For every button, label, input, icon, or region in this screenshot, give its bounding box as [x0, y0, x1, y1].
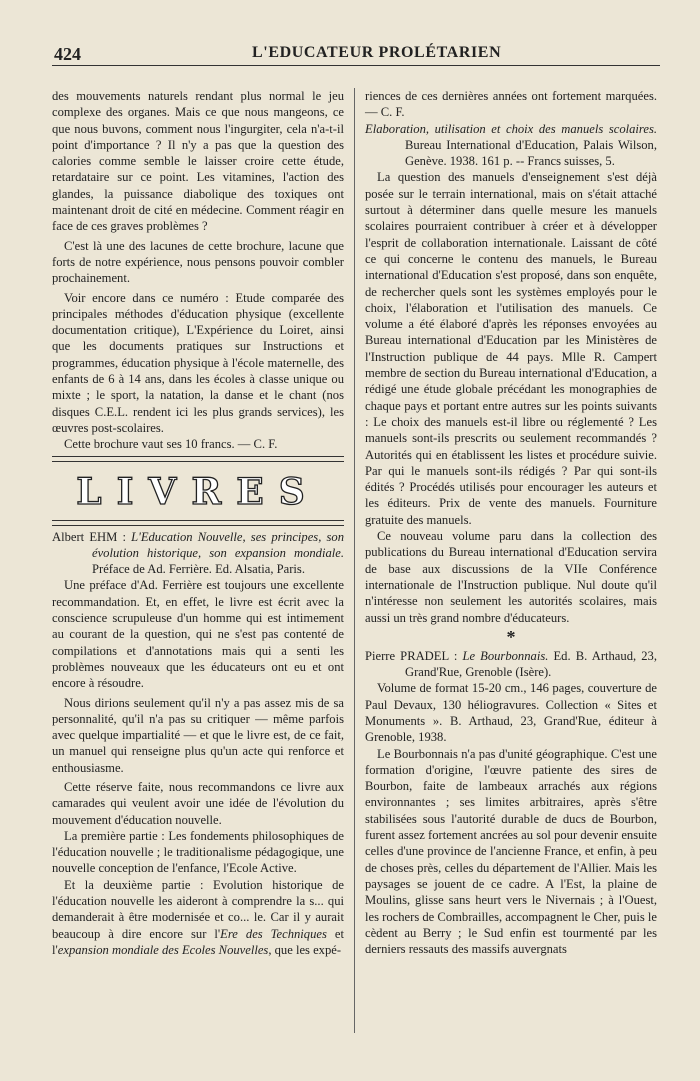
paragraph: La première partie : Les fondements philosophiques de l'éducation nouvelle ; le traditionalisme pédagogique, une nouvelle conception de l'enfance, l'Ecole Active. [52, 828, 344, 876]
book-entry [52, 529, 344, 578]
book-entry [365, 648, 657, 681]
paragraph: des mouvements naturels rendant plus normal le jeu complexe des organes. Mais ce que nous mangeons, ce que nous buvons, comment nous l'ingurgiter, cela n'a-t-il point d'importance ? Il n'y a pas que la question des calories comme semble le laisser croire cette étude, retardataire sur ce point. Les vitamines, l'action des glandes, la puissance diabolique des toxiques ont maintenant droit de cité en médecine. Comment réagir en face de ces graves problèmes ? [52, 89, 344, 234]
right-column [365, 88, 657, 957]
paragraph: Voir encore dans ce numéro : Etude comparée des principales méthodes d'éducation physique (excellente documentation critique), L'Expérience du Loiret, ainsi que les documents pratiques sur Instructions et programmes, éducation physique à l'école maternelle, des enfants de 6 à 14 ans, dans les écoles à classe unique ou mixte ; le sport, la natation, la danse et le chant (nos disques C.E.L. rendent ici les plus grands services), les œuvres post-scolaires. [52, 290, 344, 435]
paragraph: Cette réserve faite, nous recommandons ce livre aux camarades qui veulent avoir une idée de l'évolution du mouvement d'éducation nouvelle. [52, 779, 344, 827]
left-column [52, 88, 344, 958]
paragraph: Volume de format 15-20 cm., 146 pages, couverture de Paul Devaux, 130 héliogravures. Collection « Sites et Monuments ». B. Arthaud, 23, Grand'Rue, éditeur à Grenoble, 1938. [365, 681, 657, 745]
section-title: LIVRES [76, 470, 320, 513]
column-divider [354, 88, 355, 1033]
paragraph: Une préface d'Ad. Ferrière est toujours une excellente recommandation. Et, en effet, le livre est écrit avec la conscience scrupuleuse d'un homme qui est intimement au courant de la question, qui ne s'est pas contenté de compilations et d'annotations mais qui a senti les problèmes nouveaux que les éducateurs ont eu et ont encore à résoudre. [52, 578, 344, 691]
book-author: Albert EHM : [52, 529, 132, 544]
paragraph: Cette brochure vaut ses 10 francs. — C. F. [64, 437, 278, 452]
header-rule [52, 65, 660, 66]
page-header [52, 38, 660, 68]
paragraph: Ce nouveau volume paru dans la collection des publications du Bureau international d'Education servira de base aux discussions de la VIIe Conférence internationale de l'Instruction publique. Nul doute qu'il n'intéresse non seulement les autorités scolaires, mais aussi un très grand nombre d'éducateurs. [365, 529, 657, 625]
paragraph: La question des manuels d'enseignement s'est déjà posée sur le terrain international, mais on s'était attaché surtout à déterminer dans quelle mesure les manuels scolaires pourraient contribuer à créer et à développer l'esprit de collaboration internationale. Laissant de côté ce qui concerne le contenu des manuels, le Bureau international d'Education s'est proposé, dans son enquête, de rechercher quels sont les systèmes employés pour le choix, l'élaboration et l'utilisation des manuels. Ce volume a été élaboré d'après les réponses envoyées au Bureau international d'Education par les Ministères de l'Instruction publique de 44 pays. Mlle R. Campert membre de section du Bureau international d'Education, a rédigé une étude globale précédant les monographies de chaque pays et portant entre autres sur les points suivants : Le choix des manuels est-il libre ou réglementé ? Les manuels sont-ils prescrits ou seulement recommandés ? Autorités qui en établissent les listes et procédure suivie. Par qui le manuels sont-ils rédigés ? Par qui sont-ils édités ? Procédés utilisés pour encourager les auteurs et les éditeurs. Prix de vente des manuels. Fourniture gratuite des manuels. [365, 170, 657, 527]
running-title: L'EDUCATEUR PROLÉTARIEN [252, 44, 502, 61]
section-separator: * [506, 626, 516, 647]
book-title: Le Bourbonnais. [462, 648, 549, 663]
book-entry [365, 121, 657, 170]
book-details: Bureau International d'Education, Palais Wilson, Genève. 1938. 161 p. -- Francs suisses, 5. [405, 137, 657, 169]
book-details: Préface de Ad. Ferrière. Ed. Alsatia, Paris. [92, 562, 305, 577]
paragraph: C'est là une des lacunes de cette brochure, lacune que forts de notre expérience, nous pensons pouvoir combler prochainement. [52, 238, 344, 286]
paragraph: riences de ces dernières années ont fortement marquées. — C. F. [365, 89, 657, 120]
paragraph: Nous dirions seulement qu'il n'y a pas assez mis de sa personnalité, qu'il n'a pas su critiquer — même parfois avec quelque impartialité — et que le livre est, de ce fait, un manuel qui renseigne plus qu'un acte qui renforce et enthousiasme. [52, 695, 344, 775]
paragraph: Le Bourbonnais n'a pas d'unité géographique. C'est une formation d'origine, l'œuvre patiente des sires de Bourbon, faite de lambeaux arrachés aux régions environnantes ; ses limites arbitraires, après s'être stabilisées sous l'autorité durable de ducs de Bourbon, furent assez fortement ancrées au sol pour devenir ensuite celles d'une province de l'ancienne France, et enfin, à peu de choses près, celles du département de l'Allier. Mais les paysages se jouent de ce cadre. A l'Est, la plaine de Moulins, glisse sans heurt vers le Nivernais ; à l'Ouest, les rochers de Combrailles, accompagnent le Cher, puis le cèdent au Berry ; le Sud enfin est tourmenté par les derniers ressauts des massifs auvergnats [365, 746, 657, 957]
book-author: Pierre PRADEL : [365, 648, 463, 663]
section-divider [52, 456, 344, 462]
book-details: Ed. B. Arthaud, 23, Grand'Rue, Grenoble (Isère). [405, 648, 657, 680]
book-title: L'Education Nouvelle, ses principes, son évolution historique, son expansion mondiale. [92, 529, 345, 560]
page-number: 424 [54, 44, 81, 64]
paragraph: Et la deuxième partie : Evolution historique de l'éducation nouvelle les aideront à comprendre la s... qui demanderait à être modernisée et co... le. Car il y aurait beaucoup à dire encore sur l'Ere des Techniques et l'expansion mondiale des Ecoles Nouvelles, que les expé- [52, 877, 344, 957]
book-title: Elaboration, utilisation et choix des manuels scolaires. [365, 121, 657, 136]
